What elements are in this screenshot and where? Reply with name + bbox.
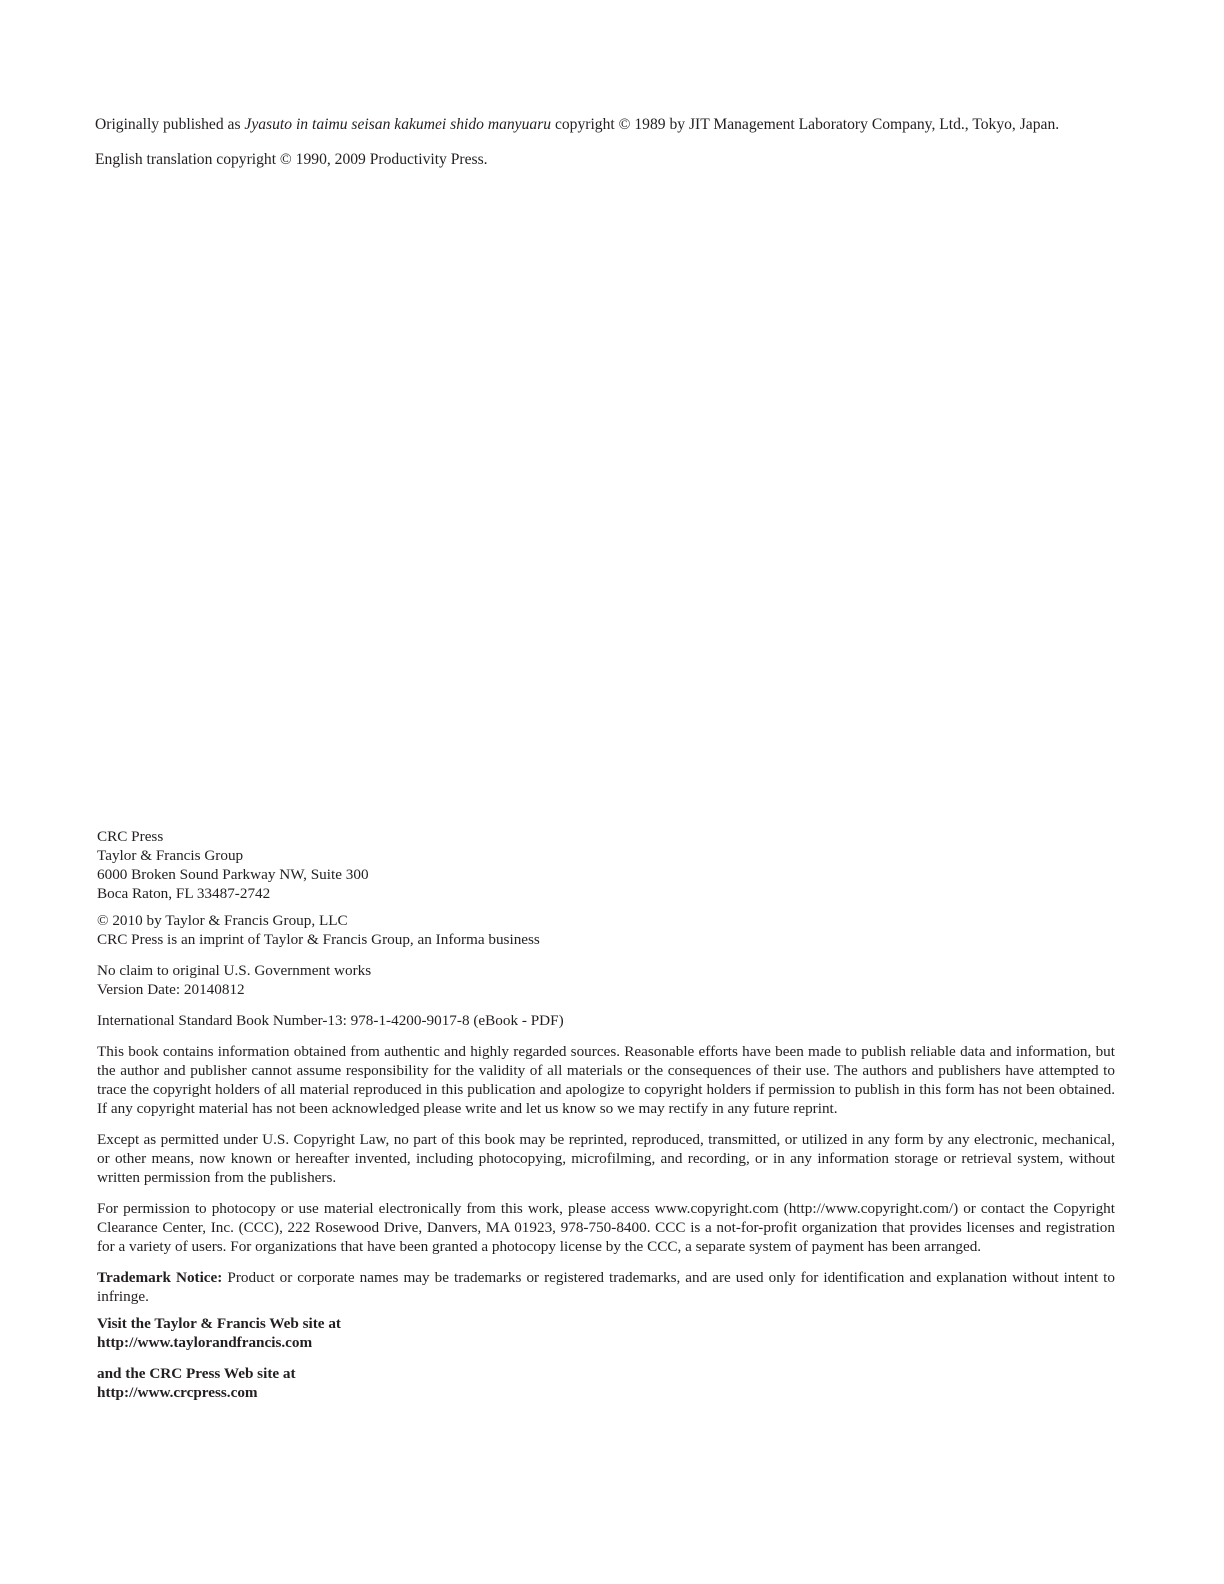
crc-press-website [97,1364,1115,1402]
crc-website-label: and the CRC Press Web site at [97,1365,296,1382]
imprint-line: CRC Press is an imprint of Taylor & Francis Group, an Informa business [97,931,540,948]
publisher-name: CRC Press [97,828,164,845]
publisher-city: Boca Raton, FL 33487-2742 [97,885,271,902]
copyright-line: © 2010 by Taylor & Francis Group, LLC [97,912,348,929]
original-publication-line [95,115,1135,135]
permission-paragraph: For permission to photocopy or use material electronically from this work, please access www.copyright.com (http://www.copyright.com/) or contact the Copyright Clearance Center, Inc. (CCC), 222 Rosewood Drive, Danvers, MA 01923, 978-750-8400. CCC is a not-for-profit organization that provides licenses and registration for a variety of users. For organizations that have been granted a photocopy license by the CCC, a separate system of payment has been arranged. [97,1200,1115,1255]
version-date: Version Date: 20140812 [97,981,245,998]
copyright-law-paragraph: Except as permitted under U.S. Copyright Law, no part of this book may be reprinted, reproduced, transmitted, or utilized in any form by any electronic, mechanical, or other means, now known or hereafter invented, including photocopying, microfilming, and recording, or in any information storage or retrieval system, without written permission from the publishers. [97,1131,1115,1186]
publisher-street: 6000 Broken Sound Parkway NW, Suite 300 [97,866,369,883]
original-publication-notice [95,115,1135,170]
trademark-notice [97,1268,1115,1306]
publisher-address [97,827,1115,903]
original-suffix: copyright © 1989 by JIT Management Laboratory Company, Ltd., Tokyo, Japan. [551,116,1060,133]
version-info [97,961,1115,999]
translation-copyright: English translation copyright © 1990, 2009 Productivity Press. [95,151,488,168]
trademark-text: Product or corporate names may be trademarks or registered trademarks, and are used only for identification and explanation without intent to infringe. [97,1269,1115,1305]
original-prefix: Originally published as [95,116,245,133]
isbn: International Standard Book Number-13: 978-1-4200-9017-8 (eBook - PDF) [97,1012,564,1029]
disclaimer-paragraph: This book contains information obtained from authentic and highly regarded sources. Reasonable efforts have been made to publish reliable data and information, but the author and publisher cannot assume responsibility for the validity of all materials or the consequences of their use. The authors and publishers have attempted to trace the copyright holders of all material reproduced in this publication and apologize to copyright holders if permission to publish in this form has not been obtained. If any copyright material has not been acknowledged please write and let us know so we may rectify in any future reprint. [97,1043,1115,1117]
tf-website-link[interactable]: http://www.taylorandfrancis.com [97,1334,313,1351]
copyright-page-imprint [97,827,1115,1414]
government-claim: No claim to original U.S. Government works [97,962,372,979]
crc-website-link[interactable]: http://www.crcpress.com [97,1384,258,1401]
original-title: Jyasuto in taimu seisan kakumei shido manyuaru [244,116,552,133]
trademark-label: Trademark Notice: [97,1269,223,1286]
publisher-group: Taylor & Francis Group [97,847,244,864]
copyright-notice [97,911,1115,949]
tf-website-label: Visit the Taylor & Francis Web site at [97,1315,341,1332]
taylor-francis-website [97,1314,1115,1352]
